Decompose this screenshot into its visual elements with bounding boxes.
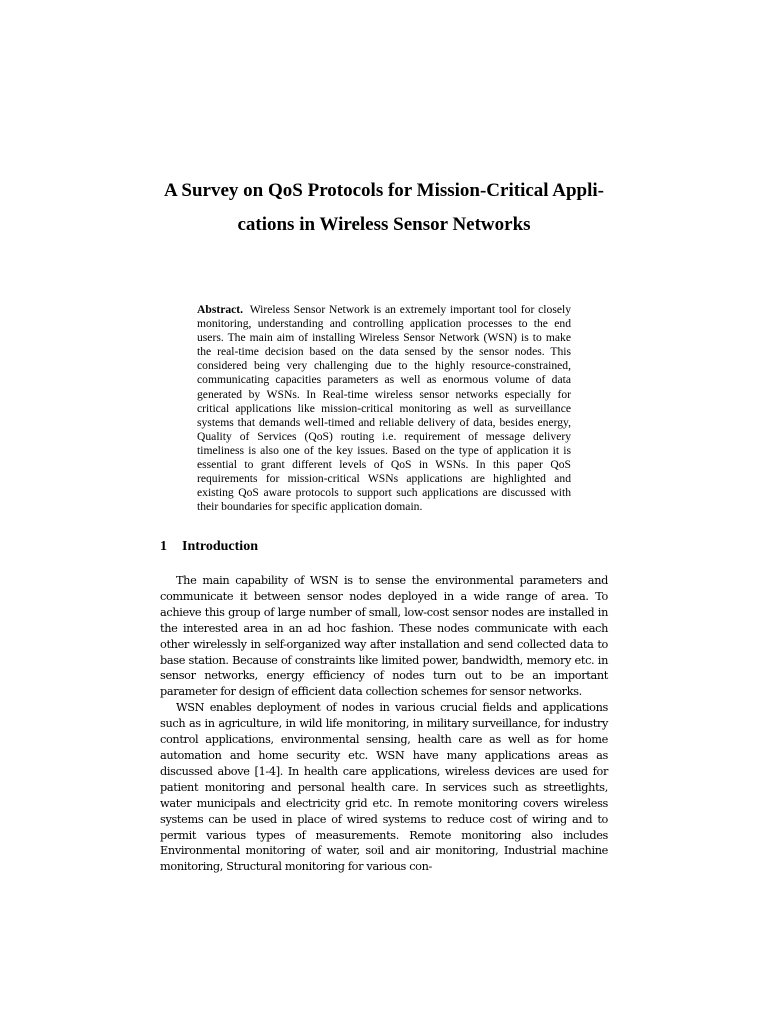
introduction-body xyxy=(160,573,608,875)
section-heading xyxy=(160,539,258,555)
paper-title xyxy=(150,174,618,242)
paragraph-1: The main capability of WSN is to sense the environmental parameters and communicate it between sensor nodes deployed in a wide range of area. To achieve this group of large number of small, low-cost sensor nodes are installed in the interested area in an ad hoc fashion. These nodes communicate with each other wirelessly in self-organized way after installation and send collected data to base station. Because of constraints like limited power, bandwidth, memory etc. in sensor networks, energy efficiency of nodes turn out to be an important parameter for design of efficient data collection schemes for sensor networks. xyxy=(160,574,608,699)
abstract-text: Wireless Sensor Network is an extremely important tool for closely monitoring, understanding and controlling application processes to the end users. The main aim of installing Wireless Sensor Network (WSN) is to make the real-time decision based on the data sensed by the sensor nodes. This considered being very challenging due to the highly resource-constrained, communicating capacities parameters as well as enormous volume of data generated by WSNs. In Real-time wireless sensor networks especially for critical applications like mission-critical monitoring as well as surveillance systems that demands well-timed and reliable delivery of data, besides energy, Quality of Services (QoS) routing i.e. requirement of message delivery timeliness is also one of the key issues. Based on the type of application it is essential to grant different levels of QoS in WSNs. In this paper QoS requirements for mission-critical WSNs applications are highlighted and existing QoS aware protocols to support such applications are discussed with their boundaries for specific application domain. xyxy=(197,303,571,514)
section-number: 1 xyxy=(160,539,167,554)
paragraph-2: WSN enables deployment of nodes in various crucial fields and applications such as in agriculture, in wild life monitoring, in military surveillance, for industry control applications, environmental sensing, health care as well as for home automation and home security etc. WSN have many applications areas as discussed above [1-4]. In health care applications, wireless devices are used for patient monitoring and personal health care. In services such as streetlights, water municipals and electricity grid etc. In remote monitoring covers wireless systems can be used in place of wired systems to reduce cost of wiring and to permit various types of measurements. Remote monitoring also includes Environmental monitoring of water, soil and air monitoring, Industrial machine monitoring, Structural monitoring for various con- xyxy=(160,701,608,874)
section-title: Introduction xyxy=(182,539,258,554)
abstract xyxy=(197,303,571,514)
title-line-1: A Survey on QoS Protocols for Mission-Critical Appli- xyxy=(164,180,604,201)
abstract-label: Abstract. xyxy=(197,303,244,316)
title-line-2: cations in Wireless Sensor Networks xyxy=(237,214,531,235)
